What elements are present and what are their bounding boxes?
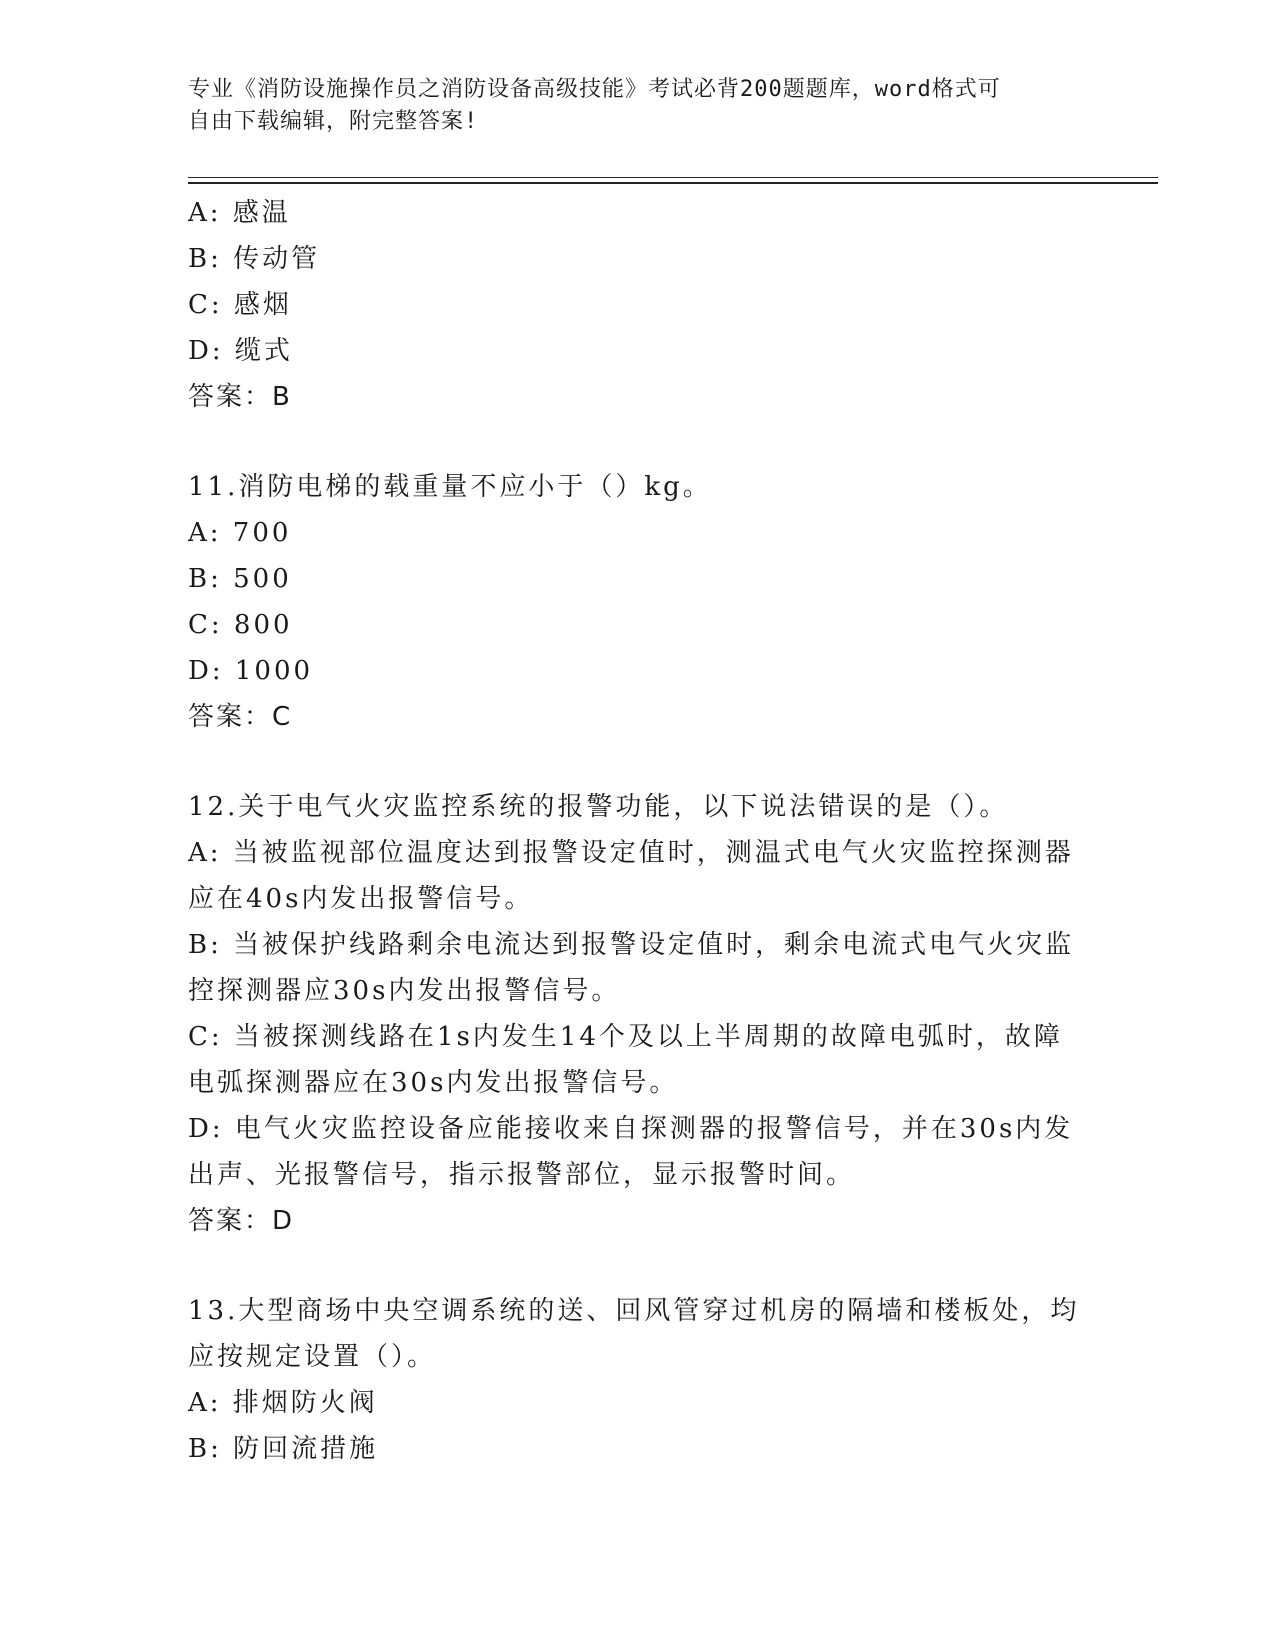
option-c-line-1: C: 当被探测线路在1s内发生14个及以上半周期的故障电弧时，故障 xyxy=(188,1022,1063,1052)
question-list xyxy=(188,190,1088,1472)
question-12 xyxy=(188,784,1088,1244)
option-b-line-1: B: 当被保护线路剩余电流达到报警设定值时，剩余电流式电气火灾监 xyxy=(188,930,1075,960)
option-d-line-2: 出声、光报警信号，指示报警部位，显示报警时间。 xyxy=(188,1160,856,1190)
option-c: C: 感烟 xyxy=(188,290,292,320)
header-line-1: 专业《消防设施操作员之消防设备高级技能》考试必背200题题库，word格式可 xyxy=(188,77,1001,102)
option-b: B: 传动管 xyxy=(188,244,321,274)
answer: 答案：D xyxy=(188,1206,295,1236)
header-divider-thick xyxy=(188,182,1158,184)
option-b: B: 500 xyxy=(188,564,292,594)
answer: 答案：C xyxy=(188,702,293,732)
option-d: D: 缆式 xyxy=(188,336,293,366)
option-b-line-2: 控探测器应30s内发出报警信号。 xyxy=(188,976,621,1006)
option-c-line-2: 电弧探测器应在30s内发出报警信号。 xyxy=(188,1068,679,1098)
question-10 xyxy=(188,190,1088,420)
header-line-2: 自由下载编辑，附完整答案! xyxy=(188,109,479,134)
question-stem-line-2: 应按规定设置（）。 xyxy=(188,1342,437,1372)
option-a: A: 700 xyxy=(188,518,292,548)
option-d-line-1: D: 电气火灾监控设备应能接收来自探测器的报警信号，并在30s内发 xyxy=(188,1114,1074,1144)
question-stem-line-1: 13.大型商场中央空调系统的送、回风管穿过机房的隔墙和楼板处，均 xyxy=(188,1296,1080,1326)
option-a-line-1: A: 当被监视部位温度达到报警设定值时，测温式电气火灾监控探测器 xyxy=(188,838,1074,868)
question-13 xyxy=(188,1288,1088,1472)
question-stem: 11.消防电梯的载重量不应小于（）kg。 xyxy=(188,472,712,502)
option-b: B: 防回流措施 xyxy=(188,1434,379,1464)
question-stem: 12.关于电气火灾监控系统的报警功能，以下说法错误的是（）。 xyxy=(188,792,1009,822)
option-a: A: 感温 xyxy=(188,198,291,228)
option-d: D: 1000 xyxy=(188,656,314,686)
header-divider-thin xyxy=(188,177,1158,178)
option-c: C: 800 xyxy=(188,610,293,640)
option-a: A: 排烟防火阀 xyxy=(188,1388,378,1418)
answer: 答案：B xyxy=(188,382,292,412)
option-a-line-2: 应在40s内发出报警信号。 xyxy=(188,884,534,914)
question-11 xyxy=(188,464,1088,740)
document-header xyxy=(188,74,1088,138)
